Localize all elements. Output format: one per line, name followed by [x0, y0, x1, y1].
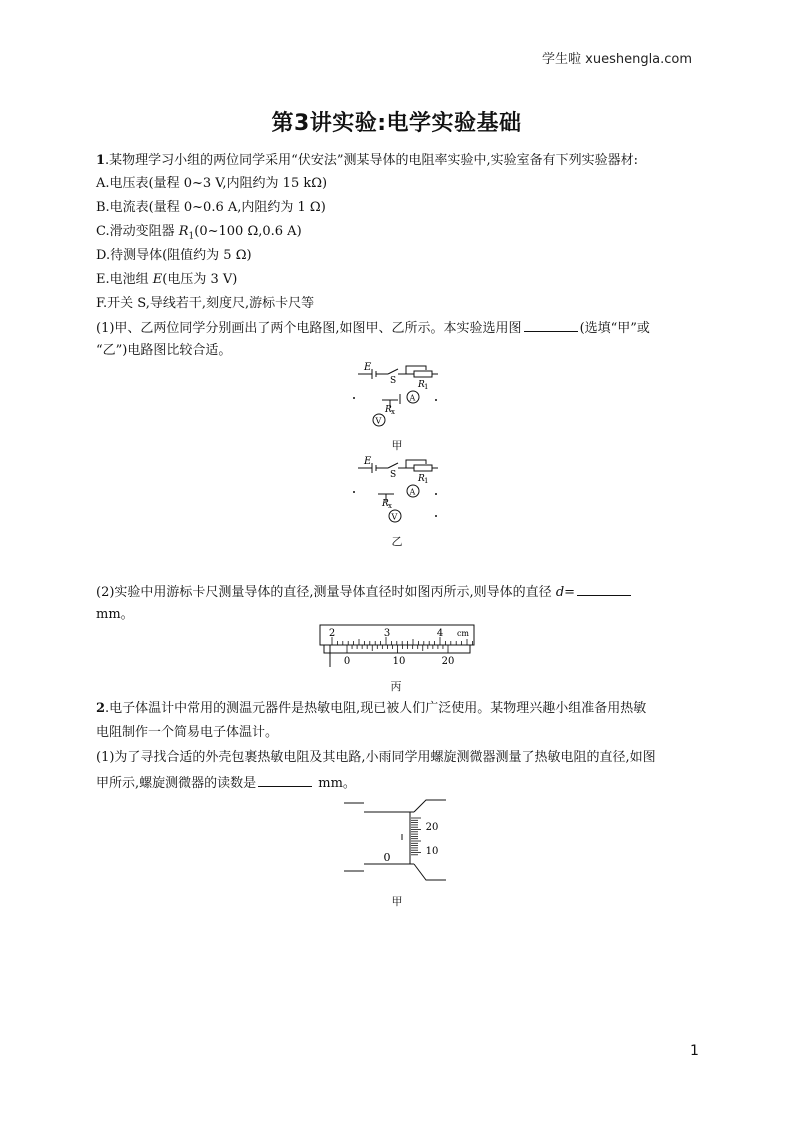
vernier-label-20: 20	[441, 656, 455, 667]
ammeter-a-icon: A	[409, 393, 416, 403]
label-rx: R	[385, 405, 392, 415]
q1-part1-hint: (选填“甲”或	[579, 321, 650, 336]
r1-subscript: 1	[188, 231, 195, 242]
q1-number: 1	[96, 153, 106, 168]
thimble-label-10: 10	[425, 846, 439, 857]
q1-option-e-text: E.电池组	[96, 272, 153, 287]
q1-option-e-spec: (电压为 3 V)	[162, 272, 238, 287]
answer-blank-3[interactable]	[258, 773, 312, 787]
q1-part1-cont: “乙”)电路图比较合适。	[96, 343, 232, 358]
figure-caption-q2-jia: 甲	[391, 895, 403, 908]
voltmeter-v-icon: V	[375, 416, 382, 426]
page-number: 1	[690, 1043, 699, 1059]
unit-label-cm: cm	[456, 629, 470, 638]
q1-option-c-spec: (0~100 Ω,0.6 A)	[194, 224, 302, 239]
e-symbol: E	[152, 272, 163, 287]
micrometer-figure	[342, 796, 450, 888]
q2-part1: (1)为了寻找合适的外壳包裹热敏电阻及其电路,小雨同学用螺旋测微器测量了热敏电阻的直径,如图	[96, 750, 656, 765]
label-r1: R	[418, 380, 425, 390]
q2-part1-unit: mm。	[314, 776, 356, 791]
figure-caption-bing: 丙	[390, 680, 402, 693]
q1-option-c	[96, 223, 302, 246]
circuit-diagram-jia	[350, 360, 442, 432]
r1-symbol: R	[178, 224, 189, 239]
q2-stem-cont: 电阻制作一个简易电子体温计。	[96, 725, 279, 740]
figure-caption-yi: 乙	[391, 535, 403, 548]
thimble-label-20: 20	[425, 822, 439, 833]
q2-number: 2	[96, 701, 106, 716]
q1-option-a: A.电压表(量程 0~3 V,内阻约为 15 kΩ)	[96, 176, 328, 191]
main-scale-label-3: 3	[383, 628, 391, 639]
q2-part1-cont	[96, 773, 356, 792]
voltmeter-v-icon: V	[391, 512, 398, 522]
vernier-caliper-figure	[318, 623, 478, 673]
vernier-label-10: 10	[392, 656, 406, 667]
q1-option-f: F.开关 S,导线若干,刻度尺,游标卡尺等	[96, 296, 315, 311]
equals-sign: =	[564, 585, 576, 600]
label-e: E	[364, 456, 372, 467]
main-scale-label-4: 4	[436, 628, 444, 639]
label-r1-sub: 1	[424, 383, 429, 391]
sleeve-label-0: 0	[383, 851, 391, 864]
label-r1: R	[418, 474, 425, 484]
label-rx: R	[382, 499, 389, 509]
circuit-diagram-yi	[350, 454, 442, 526]
figure-caption-jia: 甲	[391, 439, 403, 452]
q2-stem-text: .电子体温计中常用的测温元器件是热敏电阻,现已被人们广泛使用。某物理兴趣小组准备用热敏	[105, 701, 647, 716]
q1-option-b: B.电流表(量程 0~0.6 A,内阻约为 1 Ω)	[96, 200, 326, 215]
q2-stem	[96, 700, 646, 717]
q1-stem-text: .某物理学习小组的两位同学采用“伏安法”测某导体的电阻率实验中,实验室备有下列实验器材:	[105, 153, 638, 168]
q1-option-e	[96, 271, 237, 288]
page-title: 第3讲实验:电学实验基础	[271, 111, 522, 136]
label-s: S	[390, 470, 397, 480]
q1-stem	[96, 152, 638, 169]
label-rx-sub: x	[391, 408, 395, 416]
vernier-label-0: 0	[343, 656, 351, 667]
q1-option-c-text: C.滑动变阻器	[96, 224, 179, 239]
label-e: E	[364, 362, 372, 373]
q1-part2-text: (2)实验中用游标卡尺测量导体的直径,测量导体直径时如图丙所示,则导体的直径	[96, 585, 556, 600]
site-header: 学生啦 xueshengla.com	[542, 52, 693, 67]
q1-part1	[96, 318, 650, 337]
label-r1-sub: 1	[424, 477, 429, 485]
label-s: S	[390, 376, 397, 386]
main-scale-label-2: 2	[328, 628, 336, 639]
d-symbol: d	[555, 585, 565, 600]
ammeter-a-icon: A	[409, 487, 416, 497]
q1-part1-text: (1)甲、乙两位同学分别画出了两个电路图,如图甲、乙所示。本实验选用图	[96, 321, 522, 336]
q1-part2-unit: mm。	[96, 607, 134, 622]
answer-blank-2[interactable]	[577, 582, 631, 596]
q1-option-d: D.待测导体(阻值约为 5 Ω)	[96, 248, 252, 263]
q2-part1-text: 甲所示,螺旋测微器的读数是	[96, 776, 257, 791]
label-rx-sub: x	[388, 502, 392, 510]
q1-part2	[96, 582, 633, 601]
answer-blank-1[interactable]	[524, 318, 578, 332]
